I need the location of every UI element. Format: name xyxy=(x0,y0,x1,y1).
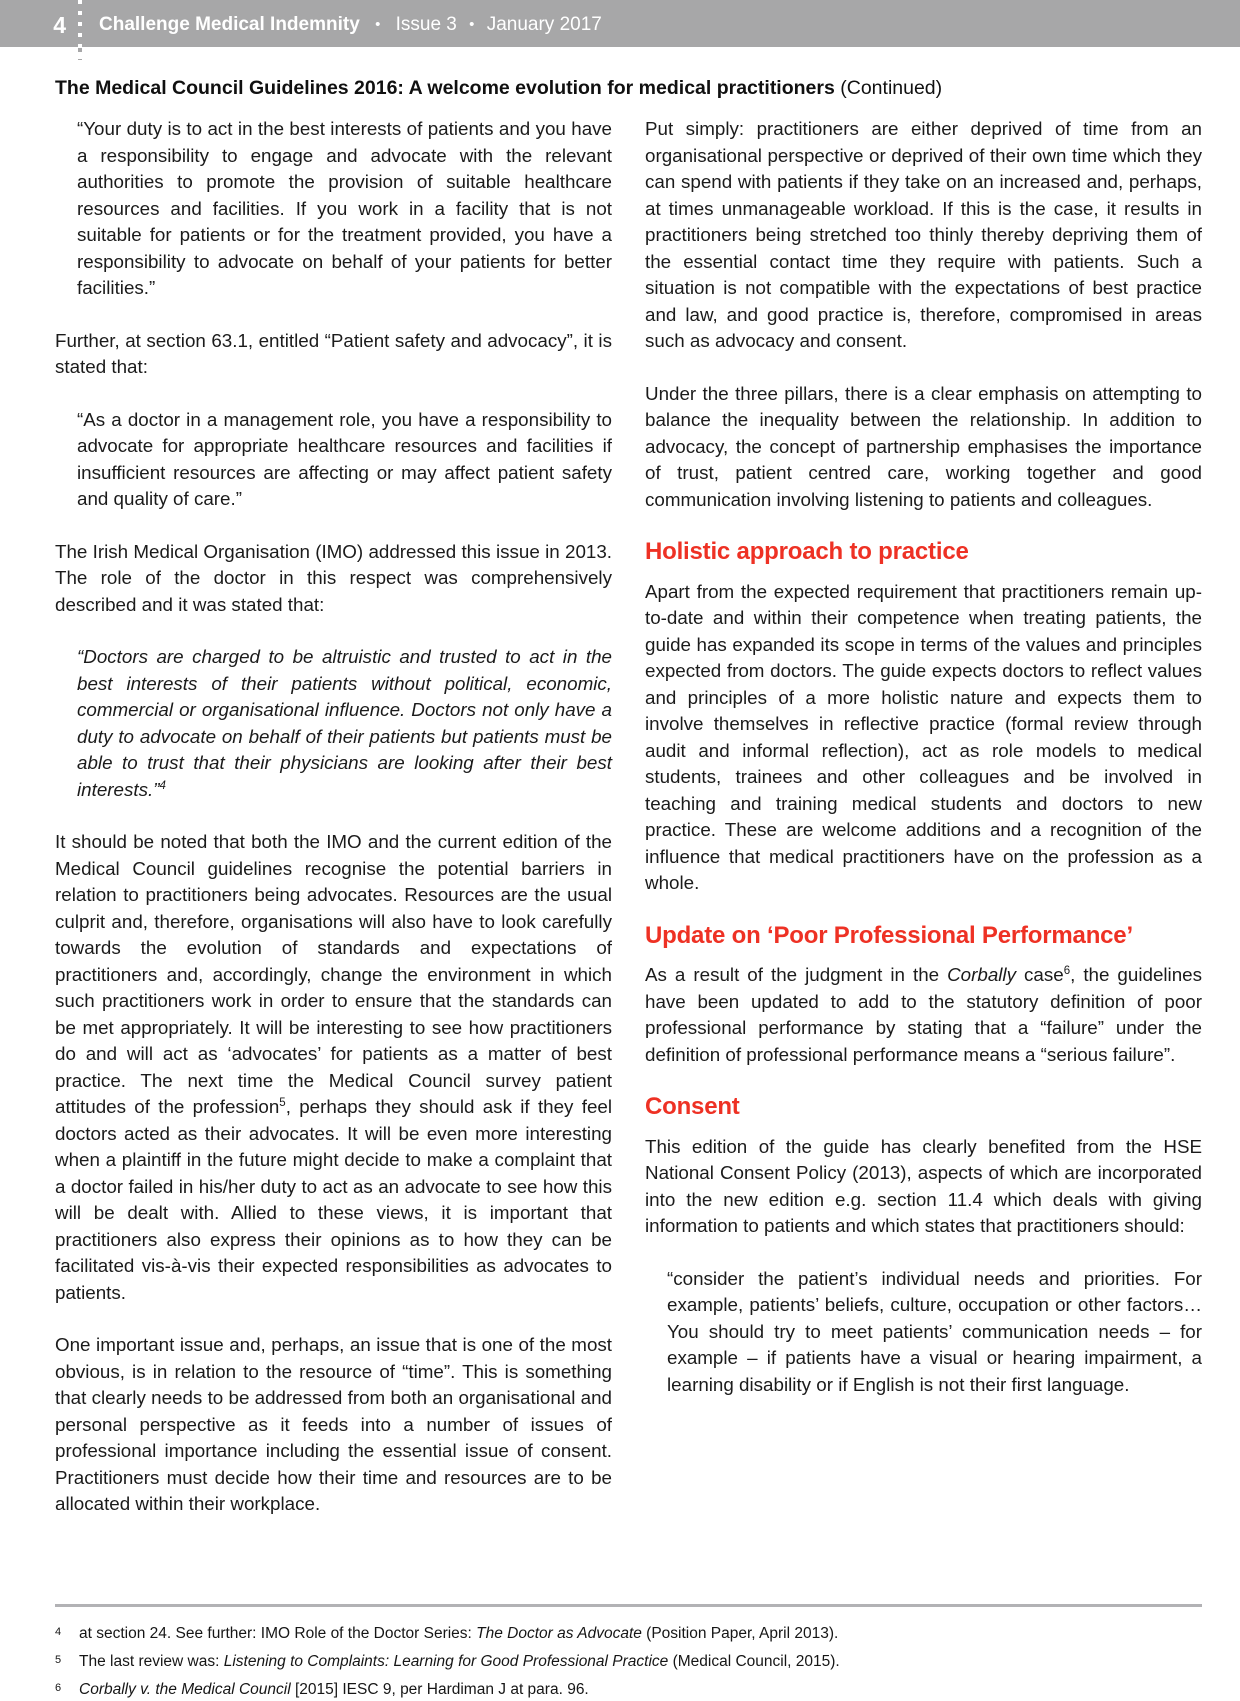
footnote-reference: 6 xyxy=(1063,965,1071,977)
body-paragraph xyxy=(55,829,612,1306)
bullet-separator-icon: • xyxy=(375,16,381,33)
body-paragraph: Under the three pillars, there is a clear emphasis on attempting to balance the inequality between the relationship. In addition to advocacy, the concept of partnership emphasises the importance of trust, patient centred care, working together and good communication involving listening to patients and colleagues. xyxy=(645,382,1202,510)
block-quote: “consider the patient’s individual needs and priorities. For example, patients’ beliefs, culture, occupation or other factors… You should try to meet patients’ communication needs – for example – if patients have a visual or hearing impairment, a learning disability or if English is not their first language. xyxy=(667,1267,1202,1395)
body-paragraph: This edition of the guide has clearly benefited from the HSE National Consent Policy (2013), aspects of which are incorporated into the new edition e.g. section 11.4 which deals with giving information to patients and which states that practitioners should: xyxy=(645,1135,1202,1236)
article-body xyxy=(55,116,1202,1544)
footnote-text xyxy=(79,1681,1202,1699)
footnotes xyxy=(55,1625,1202,1701)
body-paragraph: One important issue and, perhaps, an issue that is one of the most obvious, is in relation to the resource of “time”. This is something that clearly needs to be addressed from both an organisational and personal perspective as it feeds into a number of issues of professional importance including the essential issue of consent. Practitioners must decide how their time and resources are to be allocated within their workplace. xyxy=(55,1334,612,1514)
paragraph-segment: case xyxy=(1016,964,1064,985)
date-label: January 2017 xyxy=(486,14,602,35)
section-heading-consent: Consent xyxy=(645,1093,740,1120)
paragraph-segment: , perhaps they should ask if they feel doctors acted as their advocates. It will be even more interesting when a plaintiff in the future might decide to make a complaint that a doctor failed in his/her duty to act as an advocate to see how this will be dealt with. Allied to these views, it is important that practitioners also express their opinions as to how they can be facilitated vis-à-vis their expected responsibilities as advocates to patients. xyxy=(55,1096,613,1303)
footnote-title-italic: Corbally v. the Medical Council xyxy=(79,1681,291,1698)
footnote-rule xyxy=(55,1604,1202,1607)
left-column xyxy=(55,116,612,1544)
paragraph-segment: , the guidelines have been updated to add to the statutory definition of poor professional performance by stating that a “failure” under the definition of professional performance means a “serious failure”. xyxy=(645,964,1203,1065)
footnote-segment: (Position Paper, April 2013). xyxy=(641,1625,839,1642)
block-quote-italic xyxy=(77,644,612,803)
footnote-reference: 4 xyxy=(159,779,166,792)
footnote xyxy=(55,1625,1202,1653)
body-paragraph: Further, at section 63.1, entitled “Patient safety and advocacy”, it is stated that: xyxy=(55,329,612,377)
bullet-separator-icon: • xyxy=(469,16,475,33)
publication-name: Challenge Medical Indemnity xyxy=(99,14,360,35)
footnote xyxy=(55,1653,1202,1681)
footnote-marker: 5 xyxy=(55,1654,62,1666)
footnote-text xyxy=(79,1625,1202,1643)
block-quote: “As a doctor in a management role, you have a responsibility to advocate for appropriate healthcare resources and facilities if insufficient resources are affecting or may affect patient safety and quality of care.” xyxy=(77,408,612,509)
page-number: 4 xyxy=(53,12,66,38)
footnote-marker: 4 xyxy=(55,1626,62,1638)
body-paragraph: The Irish Medical Organisation (IMO) addressed this issue in 2013. The role of the doctor in this respect was comprehensively described and it was stated that: xyxy=(55,540,612,615)
block-quote: “Your duty is to act in the best interests of patients and you have a responsibility to engage and advocate with the relevant authorities to promote the provision of suitable healthcare resources and facilities. If you work in a facility that is not suitable for patients or for the treatment provided, you have a responsibility to advocate on behalf of your patients for better facilities.” xyxy=(77,118,612,298)
footnote xyxy=(55,1681,1202,1701)
footnote-marker: 6 xyxy=(55,1682,62,1694)
case-name-italic: Corbally xyxy=(947,964,1016,985)
footnote-segment: (Medical Council, 2015). xyxy=(668,1653,840,1670)
footnote-reference: 5 xyxy=(279,1097,286,1109)
body-paragraph: Apart from the expected requirement that practitioners remain up-to-date and within their competence when treating patients, the guide has expanded its scope in terms of the values and principles expected from doctors. The guide expects doctors to reflect values and principles of a more holistic nature and expects them to involve themselves in reflective practice (formal review through audit and informal reflection), act as role models to medical students, trainees and other colleagues and be involved in teaching and training medical students and doctors to new practice. These are welcome additions and a recognition of the influence that medical practitioners have on the profession as a whole. xyxy=(645,580,1202,893)
footnote-title-italic: Listening to Complaints: Learning for Good Professional Practice xyxy=(223,1653,669,1670)
footnote-segment: The last review was: xyxy=(79,1653,224,1670)
right-column xyxy=(645,116,1202,1544)
section-heading-ppp-update: Update on ‘Poor Professional Performance’ xyxy=(645,921,1133,949)
footnote-title-italic: The Doctor as Advocate xyxy=(476,1625,642,1642)
article-title-text: The Medical Council Guidelines 2016: A welcome evolution for medical practitioners xyxy=(55,77,835,99)
paragraph-segment: As a result of the judgment in the xyxy=(645,964,948,985)
header-title xyxy=(99,0,602,47)
footnote-segment: at section 24. See further: IMO Role of the Doctor Series: xyxy=(79,1625,477,1642)
header-bar xyxy=(0,0,1240,47)
article-title xyxy=(55,77,1210,100)
body-paragraph: Put simply: practitioners are either deprived of time from an organisational perspective or deprived of their own time which they can spend with patients if they take on an increased and, perhaps, at times unmanageable workload. If this is the case, it results in practitioners being stretched too thinly thereby depriving them of the essential contact time they require with patients. Such a situation is not compatible with the expectations of best practice and law, and good practice is, therefore, compromised in areas such as advocacy and consent. xyxy=(645,118,1202,351)
continued-label: (Continued) xyxy=(834,77,943,99)
quote-text: “Doctors are charged to be altruistic and trusted to act in the best interests of their patients without political, economic, commercial or organisational influence. Doctors not only have a duty to advocate on behalf of their patients but patients must be able to trust that their physicians are looking after their best interests.” xyxy=(77,646,612,800)
issue-label: Issue 3 xyxy=(395,14,457,35)
body-paragraph xyxy=(645,962,1202,1068)
footnote-text xyxy=(79,1653,1202,1671)
footnote-segment: [2015] IESC 9, per Hardiman J at para. 96. xyxy=(290,1681,589,1698)
section-heading-holistic: Holistic approach to practice xyxy=(645,538,969,565)
paragraph-segment: It should be noted that both the IMO and the current edition of the Medical Council guidelines recognise the potential barriers in relation to practitioners being advocates. Resources are the usual culprit and, therefore, organisations will also have to look carefully towards the evolution of standards and expectations of practitioners and, accordingly, change the environment in which such practitioners work in order to ensure that the standards can be met appropriately. It will be interesting to see how practitioners do and will act as ‘advocates’ for patients as a matter of best practice. The next time the Medical Council survey patient attitudes of the profession xyxy=(55,831,612,1117)
dotted-divider-tail xyxy=(78,48,82,60)
dotted-divider xyxy=(78,0,82,47)
